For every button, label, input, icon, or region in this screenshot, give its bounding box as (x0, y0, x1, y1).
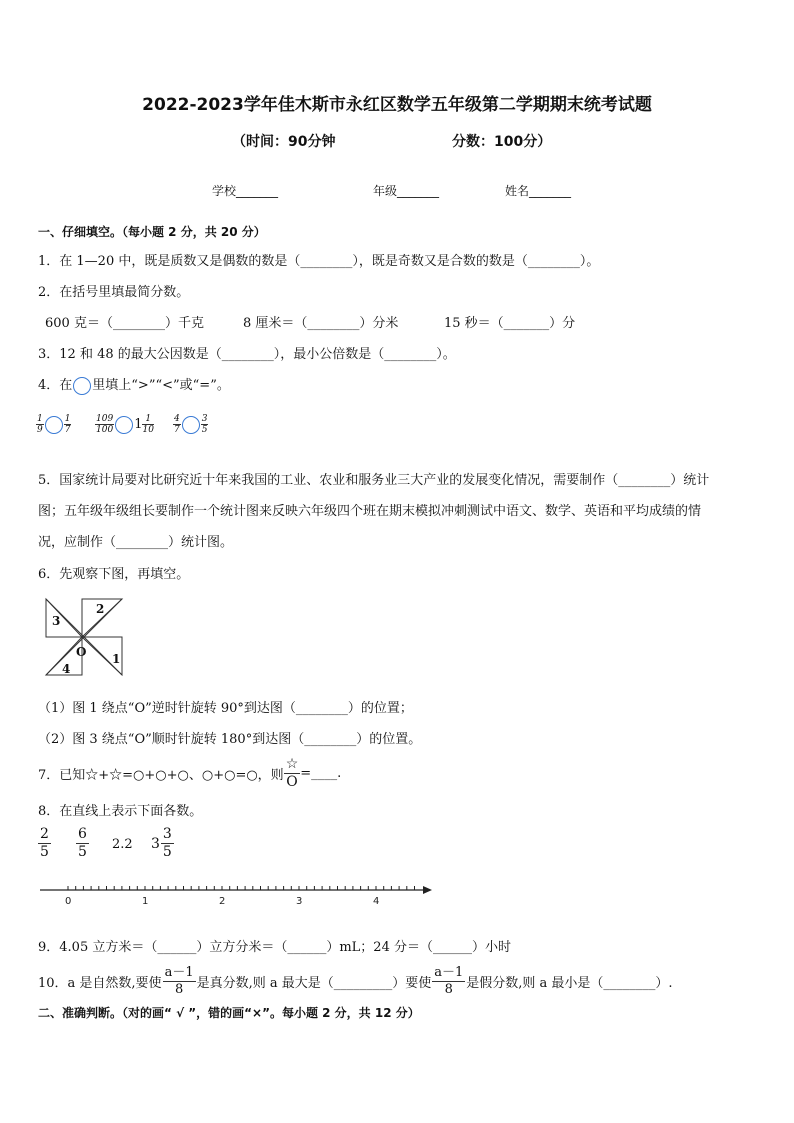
question-10-a: 10．a 是自然数,要使 (38, 976, 162, 991)
tick-label: 2 (219, 896, 226, 907)
answer-circle-icon[interactable] (45, 416, 63, 434)
question-6-1: （1）图 1 绕点“O”逆时针旋转 90°到达图（________）的位置； (38, 701, 413, 716)
label-4: 4 (62, 662, 71, 676)
tick-label: 3 (296, 896, 303, 907)
label-3: 3 (52, 614, 61, 628)
school-field: 学校_______ (212, 184, 279, 198)
question-6-2: （2）图 3 绕点“O”顺时针旋转 180°到达图（________）的位置。 (38, 732, 422, 747)
q8-mixed-number: 3 $\frac{3}{5}$ (151, 826, 172, 860)
q8-decimal: 2.2 (112, 837, 133, 852)
label-1: 1 (112, 652, 121, 666)
arrow-right-icon (423, 886, 432, 894)
question-2: 2．在括号里填最简分数。 (38, 285, 190, 300)
page-title: 2022-2023学年佳木斯市永红区数学五年级第二学期期末统考试题 (142, 95, 652, 115)
question-7-post: =____. (300, 766, 342, 781)
question-7-pre: 7．已知☆+☆=○+○+○、○+○=○，则 (38, 768, 284, 783)
question-5-line1: 5．国家统计局要对比研究近十年来我国的工业、农业和服务业三大产业的发展变化情况，需要制作（________）统计 (38, 473, 710, 488)
question-7 (38, 756, 341, 791)
section1-heading: 一、仔细填空。（每小题 2 分，共 20 分） (38, 225, 266, 239)
exam-time: （时间：90分钟 (232, 134, 336, 150)
tick-label: 0 (65, 896, 72, 907)
fraction: $\frac{a-1}{8}$ (164, 965, 194, 997)
grade-field: 年级_______ (373, 184, 440, 198)
q8-fraction-2: $\frac{6}{5}$ (78, 826, 87, 860)
name-field: 姓名_______ (505, 184, 572, 198)
fraction: $\frac{1}{7}$ (64, 414, 71, 435)
question-8: 8．在直线上表示下面各数。 (38, 804, 203, 819)
compare-item-1 (36, 414, 71, 435)
answer-circle-icon[interactable] (115, 416, 133, 434)
fraction: $\frac{1}{9}$ (37, 414, 43, 435)
question-4 (38, 374, 230, 395)
whole-number: 1 (134, 417, 143, 432)
label-2: 2 (96, 602, 105, 616)
number-line[interactable] (38, 880, 438, 910)
question-4-pre: 4．在 (38, 378, 73, 393)
tick-label: 1 (142, 896, 149, 907)
fraction: $\frac{109}{100}$ (96, 414, 114, 435)
fraction: $\frac{3}{5}$ (201, 414, 208, 435)
fraction: $\frac{☆}{O}$ (285, 756, 299, 790)
compare-circle-icon (73, 377, 91, 395)
question-5-line2: 图；五年级年级组长要制作一个统计图来反映六年级四个班在期末模拟冲刺测试中语文、数学、英语和平均成绩的情 (38, 504, 702, 519)
question-2c: 15 秒＝（_______）分 (444, 316, 576, 331)
question-9: 9．4.05 立方米＝（______）立方分米＝（______）mL；24 分＝（______）小时 (38, 940, 511, 955)
question-5-line3: 况，应制作（________）统计图。 (38, 535, 234, 550)
question-2a: 600 克＝（________）千克 (45, 316, 204, 331)
question-10-b: 是真分数,则 a 最大是（_________）要使 (196, 976, 432, 991)
label-o: O (76, 645, 87, 659)
q8-fraction-1: $\frac{2}{5}$ (40, 826, 49, 860)
section2-heading: 二、准确判断。（对的画“ √ ”，错的画“×”。每小题 2 分，共 12 分） (38, 1006, 420, 1020)
exam-score: 分数：100分） (452, 134, 552, 150)
pinwheel-figure (44, 597, 124, 679)
tick-label: 4 (373, 896, 380, 907)
question-4-post: 里填上“>”“<”或“=”。 (92, 378, 230, 393)
question-10 (38, 965, 673, 998)
question-2b: 8 厘米＝（________）分米 (243, 316, 399, 331)
question-6: 6．先观察下图，再填空。 (38, 567, 190, 582)
compare-item-2 (95, 414, 154, 435)
question-3: 3．12 和 48 的最大公因数是（________），最小公倍数是（________）。 (38, 347, 456, 362)
question-10-c: 是假分数,则 a 最小是（________）. (466, 976, 673, 991)
answer-circle-icon[interactable] (182, 416, 200, 434)
fraction: $\frac{4}{7}$ (174, 414, 180, 435)
fraction: $\frac{1}{10}$ (142, 414, 154, 435)
compare-item-3 (173, 414, 208, 435)
fraction: $\frac{a-1}{8}$ (434, 965, 464, 997)
question-1: 1．在 1—20 中，既是质数又是偶数的数是（________），既是奇数又是合数的数是（________）。 (38, 254, 600, 269)
